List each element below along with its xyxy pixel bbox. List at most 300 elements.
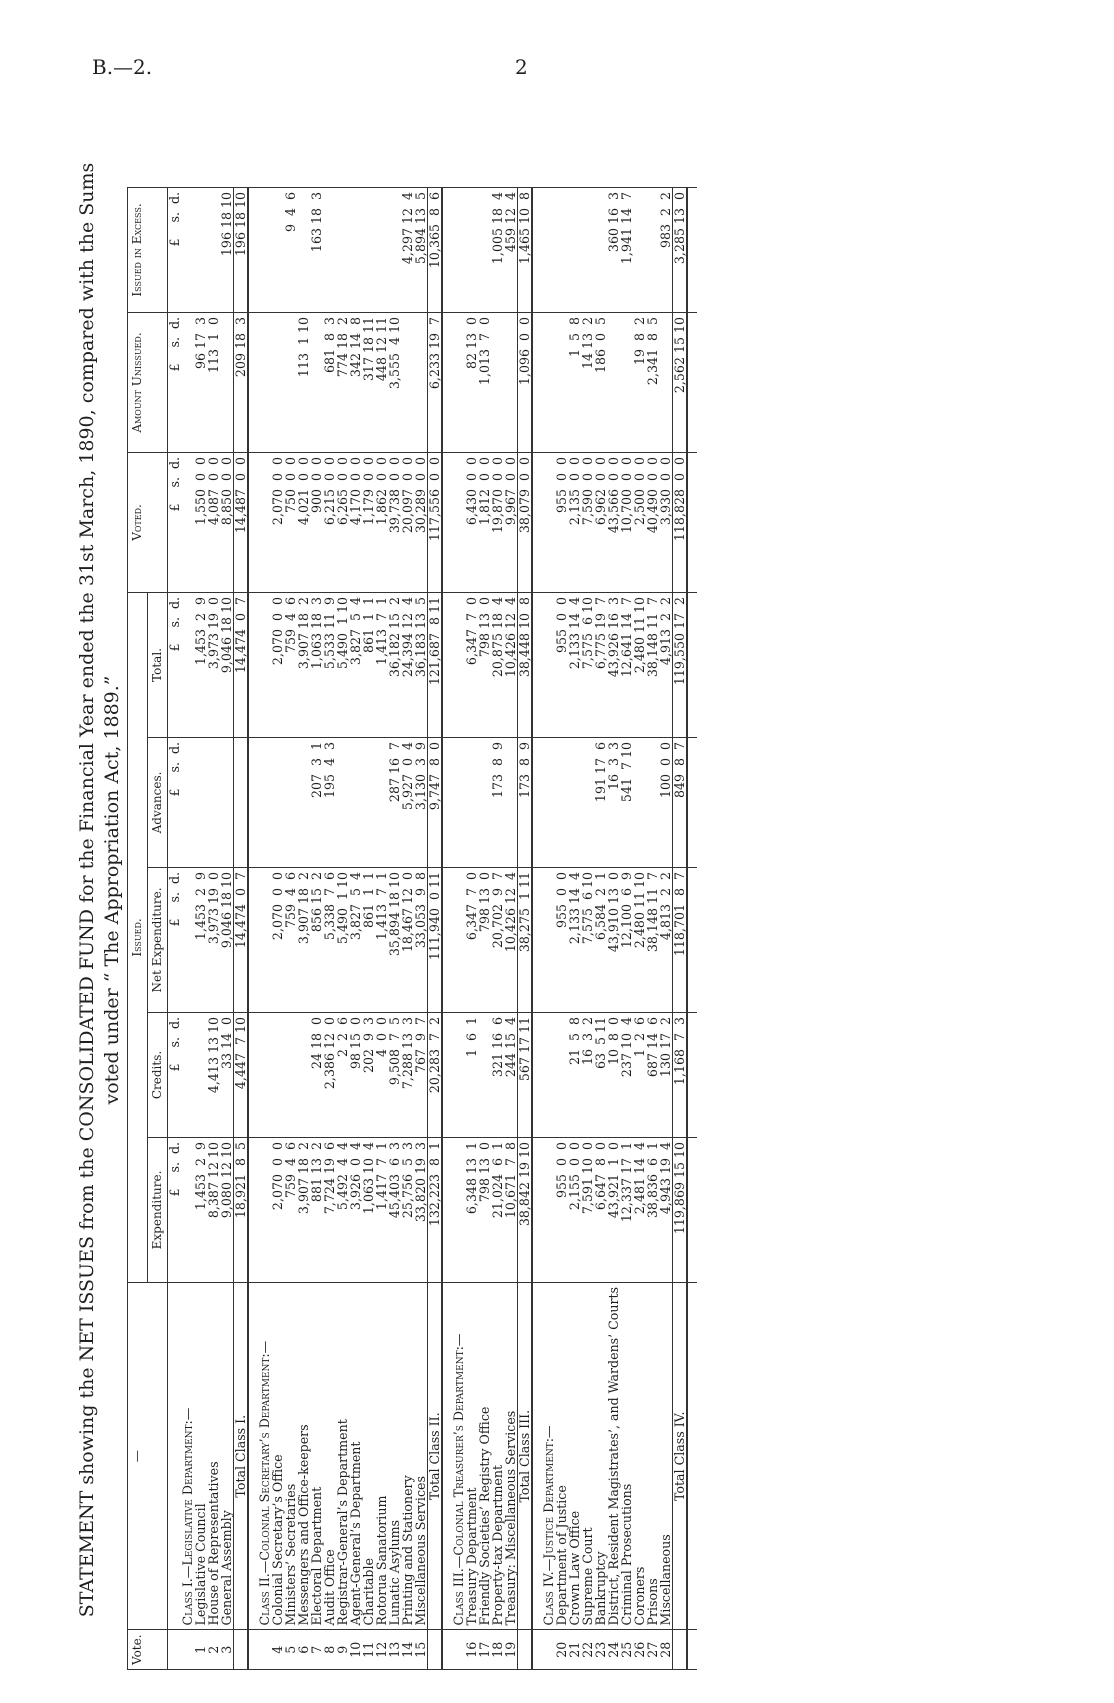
amount-adv (568, 737, 581, 867)
item-name: Messengers and Office-keepers (297, 1282, 310, 1630)
amount-unissued: 1,013 7 0 (478, 312, 491, 452)
vote-number: 27 (646, 1630, 659, 1670)
amount-adv (504, 737, 518, 867)
vote-number: 2 (207, 1630, 220, 1670)
amount-voted: 4,170 0 0 (349, 452, 362, 592)
amount-cred: 4 0 0 (375, 1012, 388, 1137)
empty-cell (542, 187, 555, 312)
vote-number: 21 (568, 1630, 581, 1670)
amount-excess (336, 187, 349, 312)
amount-exp: 6,647 8 0 (594, 1137, 607, 1282)
item-name: Criminal Prosecutions (620, 1282, 633, 1630)
spacer-cell (532, 452, 542, 592)
vote-number: 15 (414, 1630, 428, 1670)
amount-adv: 195 4 3 (323, 737, 336, 867)
item-name: Miscellaneous Services (414, 1282, 428, 1630)
amount-total: 43,926 16 3 (607, 592, 620, 737)
spacer-cell (687, 592, 697, 737)
table-row (271, 187, 284, 1669)
amount-voted: 43,566 0 0 (607, 452, 620, 592)
col-amount-unissued: Amount Unissued. (128, 312, 168, 452)
amount-cred: 2 2 6 (336, 1012, 349, 1137)
amount-excess: 983 2 2 (659, 187, 673, 312)
vote-number: 4 (271, 1630, 284, 1670)
title-line-2: voted under “ The Appropriation Act, 1889.” (101, 675, 123, 1105)
spacer-cell (532, 187, 542, 312)
total-adv (234, 737, 249, 867)
spacer-cell (532, 1137, 542, 1282)
rotated-statement (75, 100, 975, 1680)
vote-number: 10 (349, 1630, 362, 1670)
amount-exp: 5,492 4 4 (336, 1137, 349, 1282)
item-name: Bankruptcy (594, 1282, 607, 1630)
table-row (220, 187, 234, 1669)
amount-net: 33,053 9 8 (414, 867, 428, 1012)
amount-exp: 10,671 7 8 (504, 1137, 518, 1282)
lsd-label: £ s. d. (168, 867, 182, 1012)
vote-number: 12 (375, 1630, 388, 1670)
amount-net: 5,338 7 6 (323, 867, 336, 1012)
total-total: 14,474 0 7 (234, 592, 249, 737)
col-advances: Advances. (148, 737, 168, 867)
item-name: Prisons (646, 1282, 659, 1630)
total-unissued: 6,233 19 7 (428, 312, 443, 452)
amount-total: 1,453 2 9 (194, 592, 207, 737)
amount-excess: 196 18 10 (220, 187, 234, 312)
amount-total: 7,575 6 10 (581, 592, 594, 737)
amount-voted: 955 0 0 (555, 452, 568, 592)
amount-total: 5,490 1 10 (336, 592, 349, 737)
total-excess: 196 18 10 (234, 187, 249, 312)
spacer-cell (248, 737, 258, 867)
amount-total: 2,070 0 0 (271, 592, 284, 737)
amount-voted: 4,021 0 0 (297, 452, 310, 592)
page-reference: B.—2. (92, 55, 153, 79)
amount-unissued: 96 17 3 (194, 312, 207, 452)
amount-total: 4,913 2 2 (659, 592, 673, 737)
total-label: Total Class IV. (673, 1282, 688, 1630)
vote-number: 17 (478, 1630, 491, 1670)
amount-adv (284, 737, 297, 867)
amount-exp: 1,063 10 4 (362, 1137, 375, 1282)
amount-excess (349, 187, 362, 312)
spacer-cell (248, 867, 258, 1012)
lsd-label: £ s. d. (168, 737, 182, 867)
statement-title (75, 100, 125, 1680)
amount-voted: 1,550 0 0 (194, 452, 207, 592)
total-excess: 10,365 8 6 (428, 187, 443, 312)
amount-total: 5,533 11 9 (323, 592, 336, 737)
amount-voted: 750 0 0 (284, 452, 297, 592)
vote-number: 3 (220, 1630, 234, 1670)
amount-exp: 7,724 19 6 (323, 1137, 336, 1282)
total-net: 14,474 0 7 (234, 867, 249, 1012)
total-row (234, 187, 249, 1669)
col-credits: Credits. (148, 1012, 168, 1137)
vote-number: 14 (401, 1630, 414, 1670)
spacer-cell (687, 452, 697, 592)
vote-number: 13 (388, 1630, 401, 1670)
amount-adv (220, 737, 234, 867)
amount-cred (271, 1012, 284, 1137)
spacer-cell (532, 592, 542, 737)
spacer-cell (248, 312, 258, 452)
item-name: Treasury Department (465, 1282, 478, 1630)
page-number: 2 (515, 55, 528, 79)
spacer-cell (442, 1137, 452, 1282)
amount-net: 18,467 12 0 (401, 867, 414, 1012)
amount-cred: 33 14 0 (220, 1012, 234, 1137)
vote-number: 7 (310, 1630, 323, 1670)
amount-cred: 98 15 0 (349, 1012, 362, 1137)
spacer-cell (687, 737, 697, 867)
empty-cell (258, 1012, 271, 1137)
total-label: Total Class III. (518, 1282, 533, 1630)
amount-net: 798 13 0 (478, 867, 491, 1012)
amount-unissued: 1 5 8 (568, 312, 581, 452)
empty-cell (452, 737, 465, 867)
amount-net: 6,347 7 0 (465, 867, 478, 1012)
vote-number: 6 (297, 1630, 310, 1670)
amount-adv: 541 7 10 (620, 737, 633, 867)
spacer-cell (532, 737, 542, 867)
amount-excess (555, 187, 568, 312)
total-label: Total Class I. (234, 1282, 249, 1630)
amount-exp: 881 13 2 (310, 1137, 323, 1282)
total-cred: 567 17 11 (518, 1012, 533, 1137)
amount-cred: 63 5 11 (594, 1012, 607, 1137)
amount-voted: 2,070 0 0 (271, 452, 284, 592)
amount-exp: 25,756 5 3 (401, 1137, 414, 1282)
amount-exp: 2,155 0 0 (568, 1137, 581, 1282)
spacer-cell (532, 1630, 542, 1670)
amount-net: 12,100 6 9 (620, 867, 633, 1012)
spacer-cell (248, 592, 258, 737)
amount-net: 35,894 18 10 (388, 867, 401, 1012)
amount-voted: 30,289 0 0 (414, 452, 428, 592)
amount-net: 2,070 0 0 (271, 867, 284, 1012)
amount-excess (568, 187, 581, 312)
amount-voted: 19,870 0 0 (491, 452, 504, 592)
amount-cred: 9,508 7 5 (388, 1012, 401, 1137)
empty-cell (542, 1012, 555, 1137)
item-name: Miscellaneous (659, 1282, 673, 1630)
vote-number: 26 (633, 1630, 646, 1670)
amount-total: 861 1 1 (362, 592, 375, 737)
total-net: 118,701 8 7 (673, 867, 688, 1012)
total-row (428, 187, 443, 1669)
section-heading: Class III.—Colonial Treasurer’s Department:— (452, 1282, 465, 1630)
empty-cell (452, 187, 465, 312)
amount-adv (207, 737, 220, 867)
empty-cell (258, 312, 271, 452)
amount-net: 20,702 9 7 (491, 867, 504, 1012)
spacer-cell (532, 867, 542, 1012)
total-exp: 119,869 15 10 (673, 1137, 688, 1282)
amount-unissued: 113 1 0 (207, 312, 220, 452)
spacer-cell (687, 187, 697, 312)
amount-exp: 7,591 10 0 (581, 1137, 594, 1282)
total-cred: 4,447 7 10 (234, 1012, 249, 1137)
col-issued-group: Issued. (128, 592, 148, 1282)
amount-exp: 3,926 0 4 (349, 1137, 362, 1282)
amount-total: 1,063 18 3 (310, 592, 323, 737)
vote-cell (428, 1630, 443, 1670)
amount-adv: 16 3 3 (607, 737, 620, 867)
amount-net: 2,133 14 4 (568, 867, 581, 1012)
amount-total: 798 13 0 (478, 592, 491, 737)
amount-net: 3,907 18 2 (297, 867, 310, 1012)
empty-cell (181, 1012, 194, 1137)
amount-unissued: 14 13 2 (581, 312, 594, 452)
total-unissued: 2,562 15 10 (673, 312, 688, 452)
spacer-cell (687, 312, 697, 452)
amount-net: 759 4 6 (284, 867, 297, 1012)
amount-unissued: 3,555 4 10 (388, 312, 401, 452)
amount-voted: 1,179 0 0 (362, 452, 375, 592)
amount-unissued: 113 1 10 (297, 312, 310, 452)
spacer-cell (442, 1012, 452, 1137)
lsd-label: £ s. d. (168, 592, 182, 737)
spacer-row (687, 187, 697, 1669)
amount-voted: 39,738 0 0 (388, 452, 401, 592)
table-body (168, 187, 698, 1669)
amount-total: 36,183 13 5 (414, 592, 428, 737)
amount-adv: 287 16 7 (388, 737, 401, 867)
total-row (673, 187, 688, 1669)
item-name: Colonial Secretary’s Office (271, 1282, 284, 1630)
spacer-cell (248, 452, 258, 592)
amount-net: 3,973 19 0 (207, 867, 220, 1012)
appropriation-table (127, 187, 697, 1670)
amount-excess: 9 4 6 (284, 187, 297, 312)
section-heading: Class I.—Legislative Department:— (181, 1282, 194, 1630)
amount-adv (362, 737, 375, 867)
spacer-cell (442, 867, 452, 1012)
item-name: District, Resident Magistrates’, and Wardens’ Courts (607, 1282, 620, 1630)
empty-cell (181, 737, 194, 867)
amount-total: 9,046 18 10 (220, 592, 234, 737)
total-cred: 20,283 7 2 (428, 1012, 443, 1137)
amount-unissued (504, 312, 518, 452)
table-row (659, 187, 673, 1669)
item-name: Friendly Societies’ Registry Office (478, 1282, 491, 1630)
item-name: Crown Law Office (568, 1282, 581, 1630)
amount-exp: 759 4 6 (284, 1137, 297, 1282)
amount-voted: 7,590 0 0 (581, 452, 594, 592)
amount-voted: 6,215 0 0 (323, 452, 336, 592)
amount-voted: 20,097 0 0 (401, 452, 414, 592)
amount-unissued: 342 14 8 (349, 312, 362, 452)
spacer-cell (532, 1012, 542, 1137)
amount-adv (349, 737, 362, 867)
total-excess: 1,465 10 8 (518, 187, 533, 312)
amount-excess: 360 16 3 (607, 187, 620, 312)
spacer-cell (442, 452, 452, 592)
amount-net: 861 1 1 (362, 867, 375, 1012)
col-net-expenditure: Net Expenditure. (148, 867, 168, 1012)
amount-total: 10,426 12 4 (504, 592, 518, 737)
spacer-cell (442, 187, 452, 312)
amount-exp: 45,403 6 3 (388, 1137, 401, 1282)
empty-cell (258, 737, 271, 867)
amount-excess: 4,297 12 4 (401, 187, 414, 312)
spacer-cell (687, 1282, 697, 1630)
total-total: 121,687 8 11 (428, 592, 443, 737)
total-total: 119,550 17 2 (673, 592, 688, 737)
amount-exp: 2,481 14 4 (633, 1137, 646, 1282)
spacer-cell (442, 737, 452, 867)
amount-net: 856 15 2 (310, 867, 323, 1012)
vote-number: 25 (620, 1630, 633, 1670)
vote-number: 11 (362, 1630, 375, 1670)
vote-number: 1 (194, 1630, 207, 1670)
amount-total: 2,133 14 4 (568, 592, 581, 737)
amount-voted: 8,850 0 0 (220, 452, 234, 592)
spacer-cell (442, 1630, 452, 1670)
spacer-cell (248, 1137, 258, 1282)
amount-exp: 2,070 0 0 (271, 1137, 284, 1282)
amount-exp: 9,080 12 10 (220, 1137, 234, 1282)
amount-total: 36,182 15 2 (388, 592, 401, 737)
amount-total: 955 0 0 (555, 592, 568, 737)
spacer-cell (687, 1630, 697, 1670)
amount-net: 4,813 2 2 (659, 867, 673, 1012)
spacer-cell (442, 592, 452, 737)
amount-cred: 244 15 4 (504, 1012, 518, 1137)
amount-unissued (607, 312, 620, 452)
total-adv: 9,747 8 0 (428, 737, 443, 867)
item-name: Registrar-General’s Department (336, 1282, 349, 1630)
lsd-row (168, 187, 182, 1669)
amount-unissued (271, 312, 284, 452)
amount-cred: 10 8 0 (607, 1012, 620, 1137)
col-voted: Voted. (128, 452, 168, 592)
amount-total: 24,394 12 4 (401, 592, 414, 737)
lsd-label: £ s. d. (168, 312, 182, 452)
amount-excess (633, 187, 646, 312)
amount-exp: 798 13 0 (478, 1137, 491, 1282)
item-name: House of Representatives (207, 1282, 220, 1630)
amount-net: 38,148 11 7 (646, 867, 659, 1012)
amount-voted: 6,430 0 0 (465, 452, 478, 592)
col-expenditure: Expenditure. (148, 1137, 168, 1282)
amount-total: 20,875 18 4 (491, 592, 504, 737)
amount-adv (633, 737, 646, 867)
total-unissued: 1,096 0 0 (518, 312, 533, 452)
vote-number: 22 (581, 1630, 594, 1670)
amount-adv (465, 737, 478, 867)
amount-cred: 237 10 4 (620, 1012, 633, 1137)
amount-unissued: 448 12 11 (375, 312, 388, 452)
amount-excess: 1,941 14 7 (620, 187, 633, 312)
amount-voted: 4,087 0 0 (207, 452, 220, 592)
amount-unissued: 82 13 0 (465, 312, 478, 452)
spacer-cell (687, 1012, 697, 1137)
amount-excess: 163 18 3 (310, 187, 323, 312)
total-excess: 3,285 13 0 (673, 187, 688, 312)
amount-excess (323, 187, 336, 312)
item-name: Legislative Council (194, 1282, 207, 1630)
amount-exp: 3,907 18 2 (297, 1137, 310, 1282)
total-voted: 117,556 0 0 (428, 452, 443, 592)
spacer-cell (248, 1012, 258, 1137)
amount-net: 2,480 11 10 (633, 867, 646, 1012)
total-exp: 18,921 8 5 (234, 1137, 249, 1282)
amount-exp: 38,836 6 1 (646, 1137, 659, 1282)
lsd-label: £ s. d. (168, 1137, 182, 1282)
item-name: General Assembly (220, 1282, 234, 1630)
amount-voted: 40,490 0 0 (646, 452, 659, 592)
amount-exp: 33,820 19 3 (414, 1137, 428, 1282)
amount-unissued (401, 312, 414, 452)
amount-unissued (220, 312, 234, 452)
amount-cred (284, 1012, 297, 1137)
section-heading-row (542, 187, 555, 1669)
amount-excess (375, 187, 388, 312)
amount-voted: 900 0 0 (310, 452, 323, 592)
amount-exp: 12,337 17 1 (620, 1137, 633, 1282)
total-net: 111,940 0 11 (428, 867, 443, 1012)
amount-unissued (491, 312, 504, 452)
amount-excess (581, 187, 594, 312)
amount-cred: 16 3 2 (581, 1012, 594, 1137)
total-voted: 38,079 0 0 (518, 452, 533, 592)
amount-unissued: 186 0 5 (594, 312, 607, 452)
item-name: Rotorua Sanatorium (375, 1282, 388, 1630)
table-row (349, 187, 362, 1669)
amount-voted: 3,930 0 0 (659, 452, 673, 592)
total-adv: 173 8 9 (518, 737, 533, 867)
total-total: 38,448 10 8 (518, 592, 533, 737)
amount-net: 10,426 12 4 (504, 867, 518, 1012)
total-label: Total Class II. (428, 1282, 443, 1630)
amount-net: 3,827 5 4 (349, 867, 362, 1012)
empty-cell (181, 187, 194, 312)
spacer-cell (248, 187, 258, 312)
amount-exp: 43,921 1 0 (607, 1137, 620, 1282)
amount-cred: 7,288 13 3 (401, 1012, 414, 1137)
amount-total: 3,827 5 4 (349, 592, 362, 737)
vote-number: 23 (594, 1630, 607, 1670)
vote-cell (234, 1630, 249, 1670)
title-line-1: STATEMENT showing the NET ISSUES from the CONSOLIDATED FUND for the Financial Year ended the 31st March, 1890, compared with the Sums (76, 162, 98, 1618)
item-name: Property-tax Department (491, 1282, 504, 1630)
amount-excess (194, 187, 207, 312)
amount-exp: 4,943 19 4 (659, 1137, 673, 1282)
amount-exp: 8,387 12 10 (207, 1137, 220, 1282)
amount-exp: 6,348 13 1 (465, 1137, 478, 1282)
section-heading: Class II.—Colonial Secretary’s Department:— (258, 1282, 271, 1630)
item-name: Printing and Stationery (401, 1282, 414, 1630)
amount-adv: 191 17 6 (594, 737, 607, 867)
total-voted: 14,487 0 0 (234, 452, 249, 592)
amount-cred: 1 6 1 (465, 1012, 478, 1137)
item-name: Treasury: Miscellaneous Services (504, 1282, 518, 1630)
amount-voted: 6,265 0 0 (336, 452, 349, 592)
col-total: Total. (148, 592, 168, 737)
amount-cred: 130 17 2 (659, 1012, 673, 1137)
amount-adv (194, 737, 207, 867)
table-row (504, 187, 518, 1669)
amount-total: 38,148 11 7 (646, 592, 659, 737)
total-net: 38,275 1 11 (518, 867, 533, 1012)
amount-adv: 5,927 0 4 (401, 737, 414, 867)
amount-voted: 2,500 0 0 (633, 452, 646, 592)
amount-excess: 459 12 4 (504, 187, 518, 312)
amount-cred: 767 9 7 (414, 1012, 428, 1137)
col-issued-in-excess: Issued in Excess. (128, 187, 168, 312)
